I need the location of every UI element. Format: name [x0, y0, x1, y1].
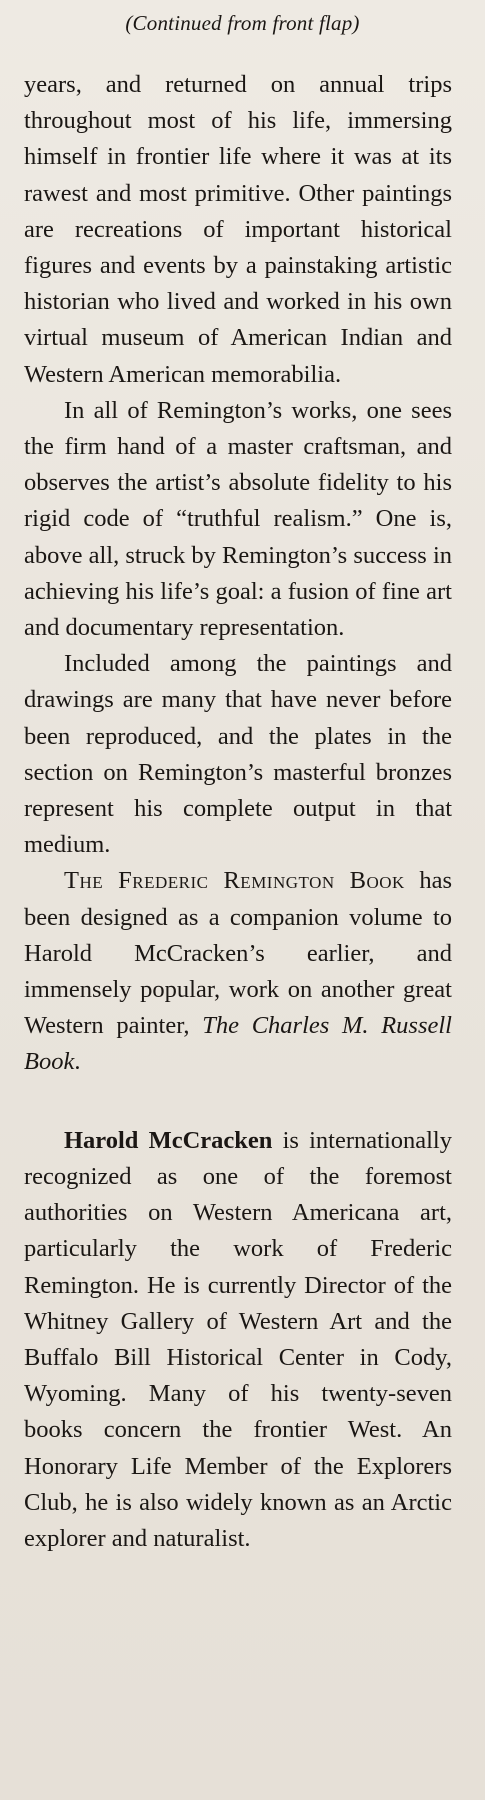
flap-body	[24, 67, 452, 1557]
companion-paragraph	[24, 863, 452, 1080]
companion-text: has been designed as a companion volume to Harold McCracken’s earlier, and immensely popular, work on another great Western painter,	[24, 867, 452, 1040]
continued-header: (Continued from front flap)	[125, 11, 360, 35]
book-title: The Frederic Remington Book	[64, 867, 405, 895]
paragraph-2: In all of Remington’s works, one sees the firm hand of a master craftsman, and observes the artist’s absolute fidelity to his rigid code of “truthful realism.” One is, above all, struck by Remington’s success in achieving his life’s goal: a fusion of fine art and documentary representation.	[24, 396, 452, 642]
author-bio-paragraph	[24, 1123, 452, 1557]
companion-end: .	[74, 1048, 81, 1076]
section-gap	[24, 1081, 452, 1123]
paragraph-1: years, and returned on annual trips throughout most of his life, immersing himself in frontier life where it was at its rawest and most primitive. Other paintings are recreations of important historical figures and events by a painstaking artistic historian who lived and worked in his own virtual museum of American Indian and Western American memorabilia.	[24, 71, 452, 388]
author-name: Harold McCracken	[64, 1126, 273, 1154]
author-bio: is internationally recognized as one of the foremost authorities on Western Americana art, particularly the work of Frederic Remington. He is currently Director of the Whitney Gallery of Western Art and the Buffalo Bill Historical Center in Cody, Wyoming. Many of his twenty-seven books concern the frontier West. An Honorary Life Member of the Explorers Club, he is also widely known as an Arctic explorer and naturalist.	[24, 1126, 452, 1552]
paragraph-3: Included among the paintings and drawings are many that have never before been reproduced, and the plates in the section on Remington’s masterful bronzes represent his complete output in that medium.	[24, 650, 452, 859]
other-book-title: The Charles M. Russell Book	[24, 1012, 452, 1076]
